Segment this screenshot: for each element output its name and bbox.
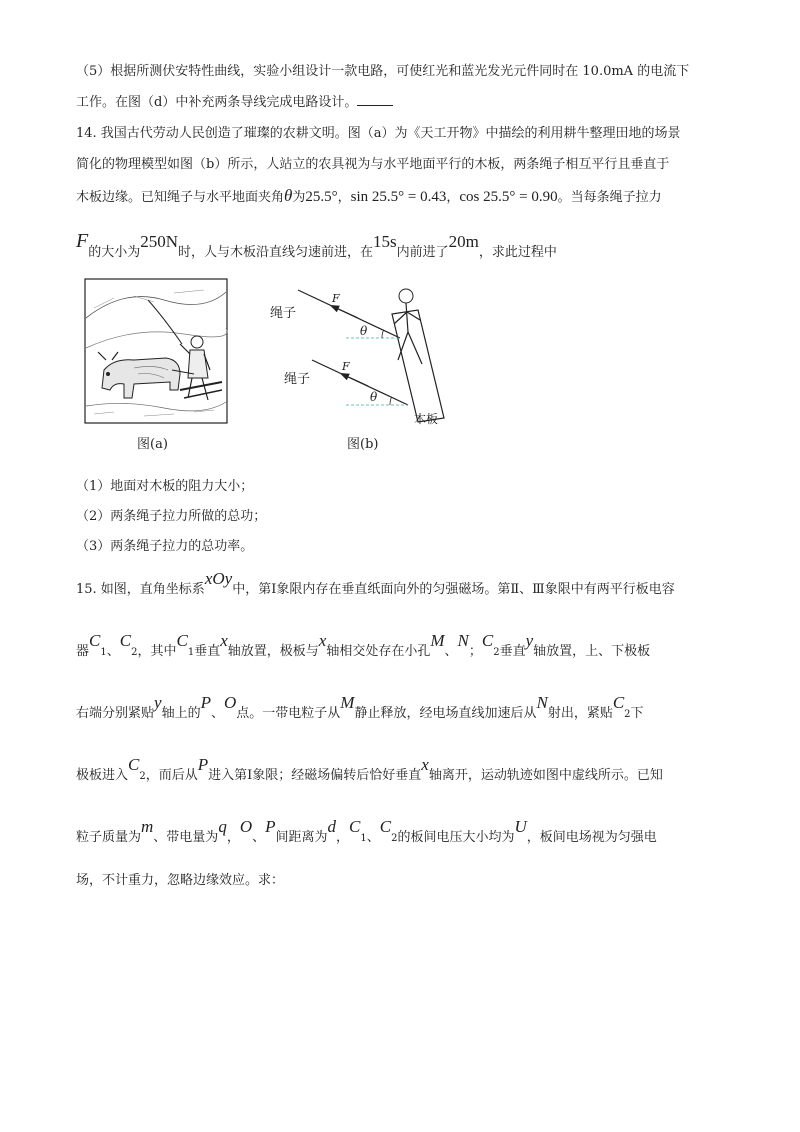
force-label-1: F	[332, 292, 340, 305]
q15-line3: 右端分别紧贴y轴上的P、O点。一带电粒子从M静止释放，经电场直线加速后从N射出，紧贴C2下	[76, 693, 644, 721]
figure-a-caption: 图(a)	[137, 437, 168, 452]
q14-line1: 14. 我国古代劳动人民创造了璀璨的农耕文明。图（a）为《天工开物》中描绘的利用耕牛整理田地的场景	[76, 126, 681, 141]
q13-part5-line2: 工作。在图（d）中补充两条导线完成电路设计。	[76, 93, 393, 113]
q15-line5: 粒子质量为m、带电量为q，O、P间距离为d，C1、C2的板间电压大小均为U，板间电场视为匀强电	[76, 817, 657, 845]
q14-sub3: （3）两条绳子拉力的总功率。	[76, 539, 254, 554]
q14-line3: 木板边缘。已知绳子与水平地面夹角θ为25.5°，sin 25.5° = 0.43，cos 25.5° = 0.90。当每条绳子拉力	[76, 186, 662, 205]
theta-label-2: θ	[370, 390, 378, 404]
q14-sub1: （1）地面对木板的阻力大小；	[76, 479, 254, 494]
theta-label-1: θ	[360, 324, 368, 338]
board-label: 木板	[414, 412, 439, 426]
board-shape	[392, 310, 444, 422]
rope-label-1: 绳子	[270, 306, 297, 321]
q15-line6: 场，不计重力，忽略边缘效应。求：	[76, 873, 285, 888]
q14-line2: 简化的物理模型如图（b）所示，人站立的农具视为与水平地面平行的木板，两条绳子相互平行且垂直于	[76, 157, 670, 172]
ox-plough-drawing	[84, 278, 228, 424]
q14-line4: F的大小为250N时，人与木板沿直线匀速前进，在15s内前进了20m，求此过程中	[76, 230, 557, 260]
figure-b-caption: 图(b)	[347, 437, 379, 452]
q15-line4: 极板进入C2，而后从P进入第Ⅰ象限；经磁场偏转后恰好垂直x轴离开，运动轨迹如图中虚线所示。已知	[76, 755, 663, 783]
figure-a-illustration	[84, 278, 228, 424]
q15-line2: 器C1、C2，其中C1垂直x轴放置，极板与x轴相交处存在小孔M、N；C2垂直y轴放置，上、下极板	[76, 631, 651, 659]
answer-blank	[357, 93, 393, 106]
q15-line1: 15. 如图，直角坐标系xOy中，第Ⅰ象限内存在垂直纸面向外的匀强磁场。第Ⅱ、Ⅲ象限中有两平行板电容	[76, 569, 675, 597]
q14-sub2: （2）两条绳子拉力所做的总功；	[76, 509, 267, 524]
force-label-2: F	[342, 360, 350, 373]
rope-label-2: 绳子	[284, 372, 311, 387]
figure-b-diagram	[258, 282, 458, 432]
q13-part5-line1: （5）根据所测伏安特性曲线，实验小组设计一款电路，可使红光和蓝光发光元件同时在 10.0mA 的电流下	[76, 64, 690, 79]
